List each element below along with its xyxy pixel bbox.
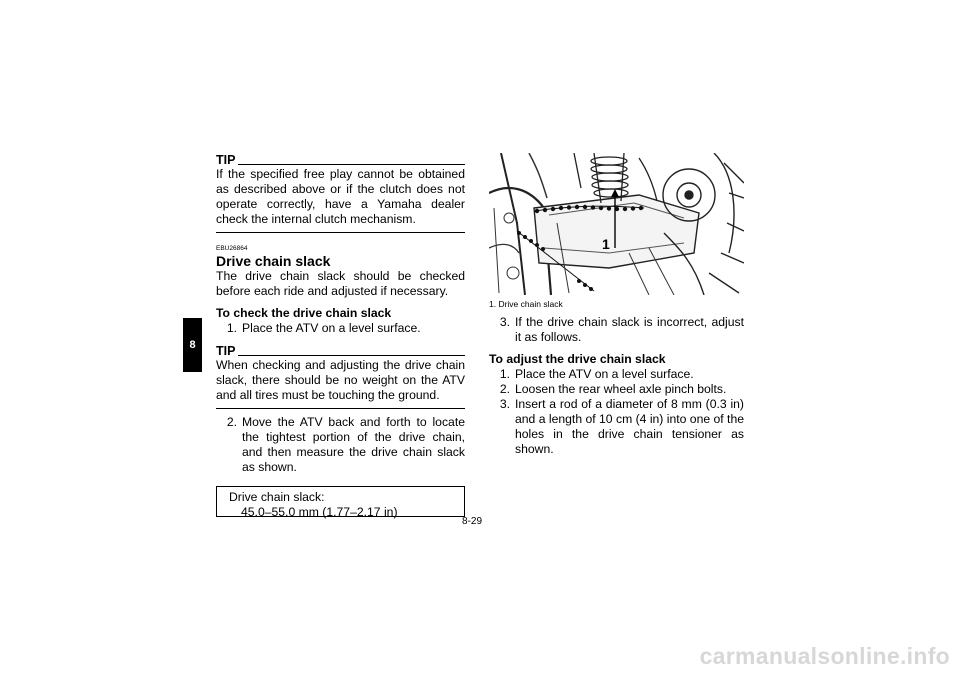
adjust-subheading: To adjust the drive chain slack <box>489 352 666 366</box>
check-subheading: To check the drive chain slack <box>216 306 392 320</box>
adjust-step: 3. Insert a rod of a diameter of 8 mm (0.3 in) and a length of 10 cm (4 in) into one of the holes in the drive chain tensioner as shown. <box>499 397 745 456</box>
tip-body: If the specified free play cannot be obtained as described above or if the clutch does not operate correctly, have a Yamaha dealer check the internal clutch mechanism. <box>216 167 465 226</box>
spec-box <box>216 486 465 517</box>
page-number: 8-29 <box>462 516 483 527</box>
adjust-step: 2. Loosen the rear wheel axle pinch bolts. <box>499 382 727 396</box>
figure-callout-1: 1 <box>602 236 610 252</box>
check-step: 1. Place the ATV on a level surface. <box>226 321 421 335</box>
drive-chain-illustration <box>489 153 744 295</box>
left-column <box>216 153 465 517</box>
right-column <box>489 153 744 457</box>
section-heading: Drive chain slack <box>216 253 331 269</box>
spec-value: 45.0–55.0 mm (1.77–2.17 in) <box>241 505 398 519</box>
tip-end-rule <box>216 232 465 233</box>
tip-heading <box>216 344 465 358</box>
section-code: EBU26864 <box>216 245 248 252</box>
section-tab: 8 <box>183 318 202 372</box>
watermark: carmanualsonline.info <box>699 643 950 669</box>
intro-paragraph: The drive chain slack should be checked before each ride and adjusted if necessary. <box>216 269 465 298</box>
adjust-step: 1. Place the ATV on a level surface. <box>499 367 694 381</box>
figure-caption: 1. Drive chain slack <box>489 299 563 309</box>
tip-label: TIP <box>216 344 236 358</box>
check-step: 3. If the drive chain slack is incorrect, adjust it as follows. <box>499 315 744 344</box>
tip-body: When checking and adjusting the drive chain slack, there should be no weight on the ATV and all tires must be touching the ground. <box>216 358 465 402</box>
tip-label: TIP <box>216 153 236 167</box>
check-step: 2. Move the ATV back and forth to locate the tightest portion of the drive chain, and then measure the drive chain slack as shown. <box>226 415 465 474</box>
tip-end-rule <box>216 408 465 409</box>
tip-heading <box>216 153 465 167</box>
spec-label: Drive chain slack: <box>229 490 325 504</box>
